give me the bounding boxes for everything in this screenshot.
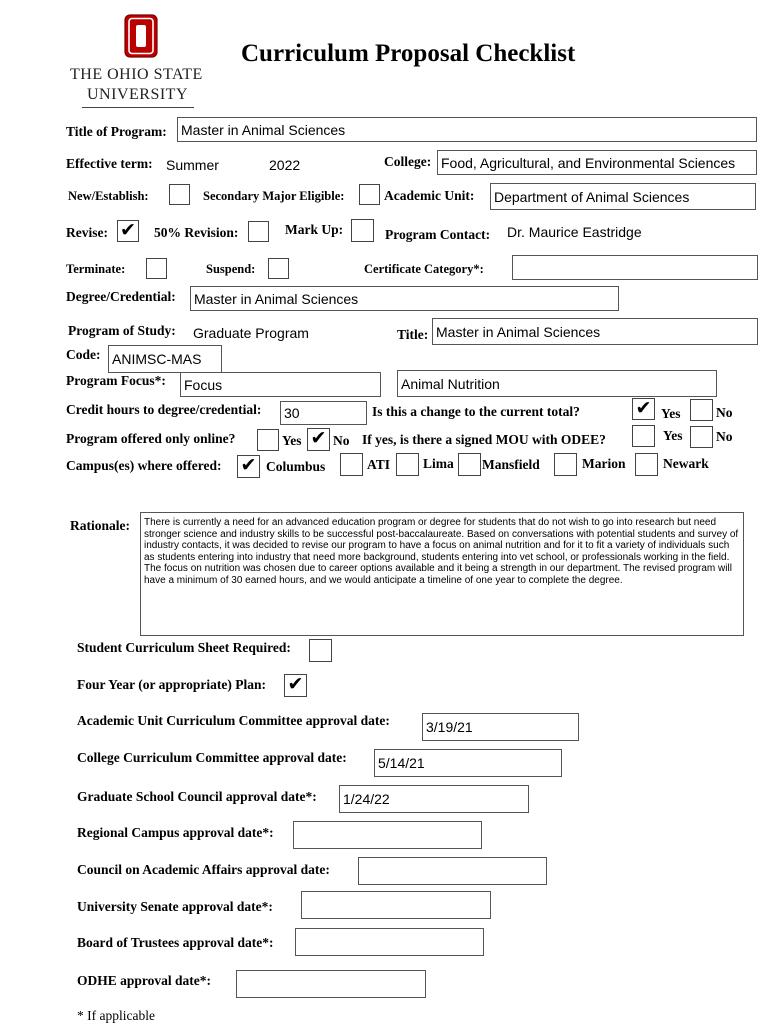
rationale-field[interactable]: There is currently a need for an advanced education program or degree for students that do not wish to go into research but need stronger science and industry skills to be successful post-baccalaureate. Based on conversations with potential students and survey of industry contacts, it was decided to revise our program to have a focus on animal nutrition and for it to fit a variety of individuals such as students entering into industry that need more background, students entering into vet school, or professionals working in the field. The focus on nutrition was chosen due to career options available and it being a strength in our department. The revised program will have a minimum of 30 earned hours, and we would anticipate a timeline of one year to complete the degree. [140,512,744,636]
newark-label: Newark [663,456,709,471]
college-label: College: [384,154,432,169]
logo-line-2: UNIVERSITY [87,86,188,103]
mou-odee-label: If yes, is there a signed MOU with ODEE? [362,432,606,447]
credit-hours-label: Credit hours to degree/credential: [66,402,262,417]
effective-term-label: Effective term: [66,156,153,171]
program-contact-field[interactable]: Dr. Maurice Eastridge [507,224,642,240]
credit-hours-field[interactable]: 30 [280,401,367,425]
newark-checkbox[interactable] [635,453,658,476]
regional-campus-date-field[interactable] [293,821,482,849]
rationale-label: Rationale: [70,518,130,533]
program-title-field[interactable]: Master in Animal Sciences [432,318,758,345]
secondary-major-label: Secondary Major Eligible: [203,189,345,203]
suspend-label: Suspend: [206,262,256,276]
revise-checkbox[interactable]: ✔ [117,220,139,242]
mark-up-label: Mark Up: [285,222,344,237]
page-title: Curriculum Proposal Checklist [241,40,576,67]
mou-no-label: No [716,429,733,444]
board-of-trustees-date-field[interactable] [295,928,484,956]
revision-50-checkbox[interactable] [248,221,269,242]
grad-school-council-label: Graduate School Council approval date*: [77,789,317,804]
program-focus-field-2[interactable]: Animal Nutrition [397,370,717,397]
term-season-field[interactable]: Summer [166,157,219,173]
mark-up-checkbox[interactable] [351,219,374,242]
terminate-label: Terminate: [66,262,126,276]
university-logo [68,12,213,108]
program-focus-field-1[interactable]: Focus [180,372,381,397]
code-field[interactable]: ANIMSC-MAS [108,345,222,373]
university-senate-date-field[interactable] [301,891,491,919]
council-academic-affairs-label: Council on Academic Affairs approval date: [77,862,330,877]
mou-yes-checkbox[interactable] [632,425,655,447]
columbus-label: Columbus [266,459,326,474]
secondary-major-checkbox[interactable] [359,184,380,205]
program-contact-label: Program Contact: [385,227,491,242]
online-no-checkbox[interactable]: ✔ [307,428,330,451]
terminate-checkbox[interactable] [146,258,167,279]
mou-no-checkbox[interactable] [690,426,713,448]
change-total-label: Is this a change to the current total? [372,404,580,419]
degree-credential-label: Degree/Credential: [66,289,176,304]
revise-label: Revise: [66,225,108,240]
term-year-field[interactable]: 2022 [269,157,301,173]
logo-line-1: THE OHIO STATE [70,66,203,83]
ati-checkbox[interactable] [340,453,363,476]
academic-unit-label: Academic Unit: [384,188,475,203]
change-total-yes-label: Yes [661,406,681,421]
academic-unit-field[interactable]: Department of Animal Sciences [490,183,756,210]
student-curriculum-sheet-checkbox[interactable] [309,639,332,662]
new-establish-checkbox[interactable] [169,184,190,205]
degree-credential-field[interactable]: Master in Animal Sciences [190,286,619,311]
acad-unit-committee-label: Academic Unit Curriculum Committee approval date: [77,713,390,728]
college-committee-label: College Curriculum Committee approval date: [77,750,347,765]
online-yes-label: Yes [282,433,302,448]
board-of-trustees-label: Board of Trustees approval date*: [77,935,274,950]
footnote: * If applicable [77,1008,155,1023]
four-year-plan-label: Four Year (or appropriate) Plan: [77,677,266,692]
college-field[interactable]: Food, Agricultural, and Environmental Sciences [437,150,757,175]
online-no-label: No [333,433,350,448]
college-committee-date-field[interactable]: 5/14/21 [374,749,562,777]
ati-label: ATI [367,457,391,472]
grad-school-council-date-field[interactable]: 1/24/22 [339,785,529,813]
offered-online-label: Program offered only online? [66,431,236,446]
columbus-checkbox[interactable]: ✔ [237,455,260,478]
program-focus-label: Program Focus*: [66,373,166,388]
four-year-plan-checkbox[interactable]: ✔ [284,674,307,697]
code-label: Code: [66,347,101,362]
online-yes-checkbox[interactable] [257,429,279,451]
marion-label: Marion [582,456,626,471]
odhe-label: ODHE approval date*: [77,973,212,988]
student-curriculum-sheet-label: Student Curriculum Sheet Required: [77,640,291,655]
title-of-program-label: Title of Program: [66,124,167,139]
regional-campus-label: Regional Campus approval date*: [77,825,274,840]
mansfield-checkbox[interactable] [458,453,481,476]
change-total-yes-checkbox[interactable]: ✔ [632,398,655,420]
odhe-date-field[interactable] [236,970,426,998]
suspend-checkbox[interactable] [268,258,289,279]
revision-50-label: 50% Revision: [154,225,239,240]
certificate-category-label: Certificate Category*: [364,262,484,276]
lima-checkbox[interactable] [396,453,419,476]
program-of-study-field[interactable]: Graduate Program [193,325,309,341]
mansfield-label: Mansfield [482,457,540,472]
mou-yes-label: Yes [663,428,683,443]
certificate-category-field[interactable] [512,255,758,280]
change-total-no-checkbox[interactable] [690,399,713,421]
program-of-study-label: Program of Study: [68,323,176,338]
logo-underline [82,107,194,108]
program-title-label: Title: [397,327,429,342]
change-total-no-label: No [716,405,733,420]
title-of-program-field[interactable]: Master in Animal Sciences [177,117,757,142]
marion-checkbox[interactable] [554,453,577,476]
campuses-label: Campus(es) where offered: [66,458,222,473]
council-academic-affairs-date-field[interactable] [358,857,547,885]
lima-label: Lima [423,456,454,471]
acad-unit-committee-date-field[interactable]: 3/19/21 [422,713,579,741]
new-establish-label: New/Establish: [68,189,149,203]
university-senate-label: University Senate approval date*: [77,899,273,914]
block-o-icon [124,14,158,58]
